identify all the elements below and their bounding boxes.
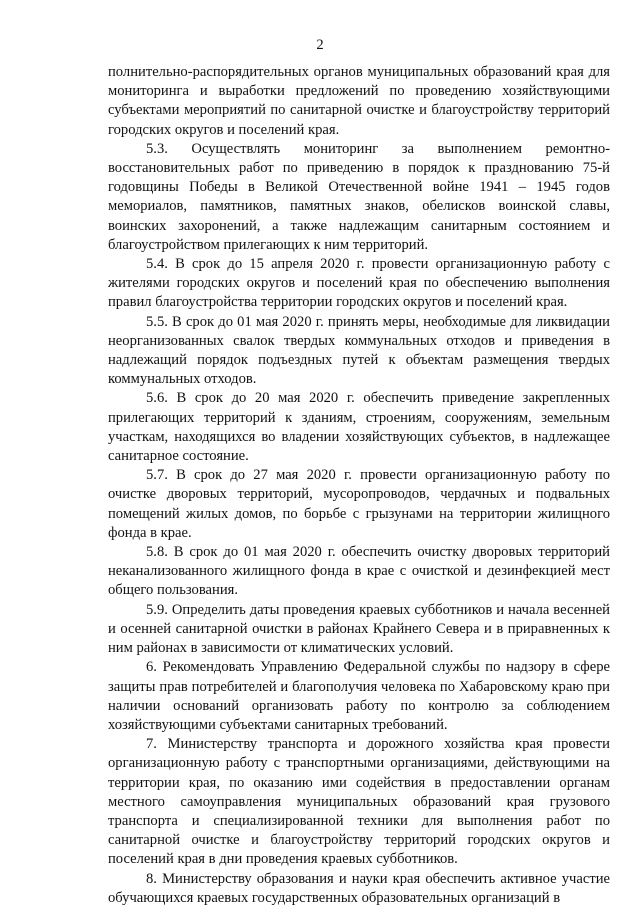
paragraph-5-3: 5.3. Осуществлять мониторинг за выполнением ремонтно-восстановительных работ по приведению в порядок к празднованию 75-й годовщины Победы в Великой Отечественной войне 1941 – 1945 годов мемориалов, памятников, памятных знаков, обелисков воинской славы, воинских захоронений, а также надлежащим санитарным состоянием и благоустройством прилегающих к ним территорий. xyxy=(108,140,610,253)
paragraph-5-5: 5.5. В срок до 01 мая 2020 г. принять меры, необходимые для ликвидации неорганизованных свалок твердых коммунальных отходов и приведения в надлежащий порядок подъездных путей к объектам размещения твердых коммунальных отходов. xyxy=(108,313,610,388)
paragraph-5-4: 5.4. В срок до 15 апреля 2020 г. провести организационную работу с жителями городских округов и поселений края по обеспечению выполнения правил благоустройства территории городских округов и поселений края. xyxy=(108,256,610,311)
paragraph-5-7: 5.7. В срок до 27 мая 2020 г. провести организационную работу по очистке дворовых территорий, мусоропроводов, чердачных и подвальных помещений жилых домов, по борьбе с грызунами на территории жилищного фонда в крае. xyxy=(108,467,610,541)
paragraph-6: 6. Рекомендовать Управлению Федеральной службы по надзору в сфере защиты прав потребителей и благополучия человека по Хабаровскому краю при наличии оснований организовать работу по контролю за соблюдением хозяйствующими субъектами санитарных требований. xyxy=(108,659,610,733)
paragraph-5-8: 5.8. В срок до 01 мая 2020 г. обеспечить очистку дворовых территорий неканализованного жилищного фонда в крае с очисткой и дезинфекцией мест общего пользования. xyxy=(108,544,610,599)
paragraph-8: 8. Министерству образования и науки края обеспечить активное участие обучающихся краевых государственных образовательных организаций в xyxy=(108,870,610,906)
paragraph-5-6: 5.6. В срок до 20 мая 2020 г. обеспечить приведение закрепленных прилегающих территорий к зданиям, строениям, сооружениям, земельным участкам, находящихся во владении хозяйствующих субъектов, в надлежащее санитарное состояние. xyxy=(108,390,610,465)
document-body xyxy=(108,63,610,908)
paragraph-continuation: полнительно-распорядительных органов муниципальных образований края для мониторинга и выработки предложений по проведению хозяйствующими субъектами мероприятий по санитарной очистке и благоустройству территорий городских округов и поселений края. xyxy=(108,64,610,138)
page-number: 2 xyxy=(316,37,324,53)
paragraph-5-9: 5.9. Определить даты проведения краевых субботников и начала весенней и осенней санитарной очистки в районах Крайнего Севера и в приравненных к ним районах в зависимости от климатических условий. xyxy=(108,601,610,657)
paragraph-7: 7. Министерству транспорта и дорожного хозяйства края провести организационную работу с транспортными организациями, действующими на территории края, по оказанию ими содействия в предоставлении органам местного самоуправления муниципальных образований края грузового транспорта и специализированной техники для выполнения работ по санитарной очистке и благоустройству территорий городских округов и поселений края в дни проведения краевых субботников. xyxy=(108,736,610,868)
